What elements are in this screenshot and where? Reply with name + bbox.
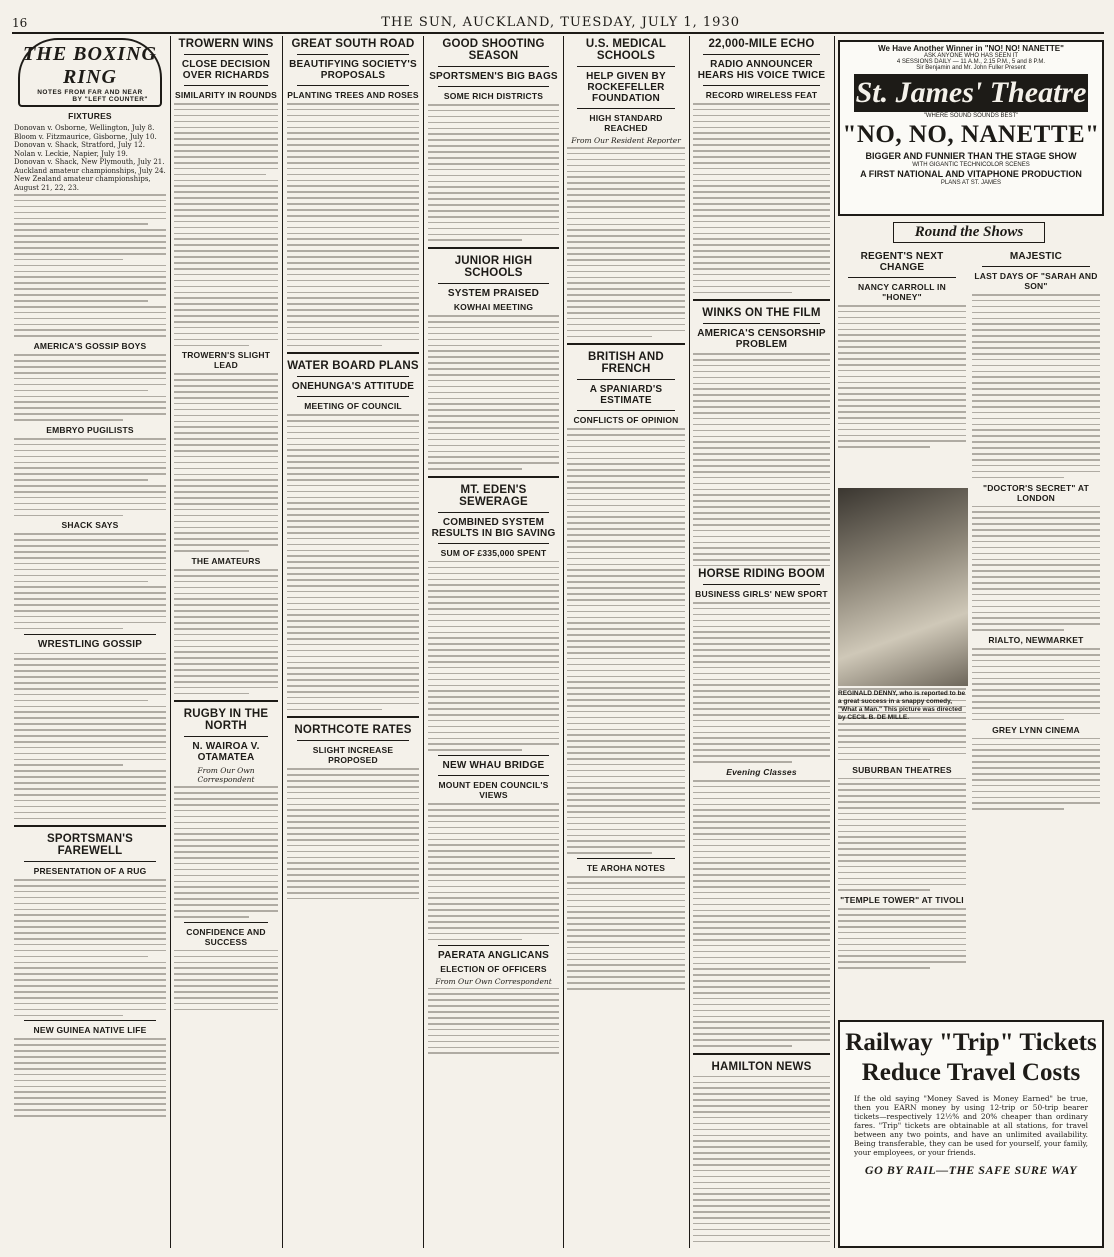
column-council: GREAT SOUTH ROAD BEAUTIFYING SOCIETY'S PROPOSALS PLANTING TREES AND ROSES WATER BOARD PLANS ONEHUNGA'S ATTITUDE MEETING OF COUNCIL NORTHCOTE RATES SLIGHT INCREASE PROPOSED <box>287 36 419 1246</box>
column-radio: 22,000-MILE ECHO RADIO ANNOUNCER HEARS HIS VOICE TWICE RECORD WIRELESS FEAT WINKS ON THE FILM AMERICA'S CENSORSHIP PROBLEM <box>693 36 830 566</box>
masthead <box>12 6 1104 34</box>
column-shows-right: MAJESTIC LAST DAYS OF "SARAH AND SON" "DOCTOR'S SECRET" AT LONDON RIALTO, NEWMARKET GREY LYNN CINEMA <box>972 248 1100 1238</box>
fixtures-list: Donovan v. Osborne, Wellington, July 8. Bloom v. Fitzmaurice, Gisborne, July 10. Donovan v. Shack, Stratford, July 12. Nolan v. Leckie, Napier, July 19. Donovan v. Shack, New Plymouth, July 21. Auckland amateur championships, July 24. New Zealand amateur championships, August 21, 22, 23. <box>14 124 166 192</box>
photo-caption: REGINALD DENNY, who is reported to be a great success in a snappy comedy, "What a Man." This picture was directed by CECIL B. DE MILLE. <box>838 690 966 721</box>
page-number: 16 <box>12 16 28 30</box>
st-james-logo: St. James' Theatre <box>854 74 1088 112</box>
column-medical: U.S. MEDICAL SCHOOLS HELP GIVEN BY ROCKEFELLER FOUNDATION HIGH STANDARD REACHED From Our Resident Reporter BRITISH AND FRENCH A SPANIARD'S ESTIMATE CONFLICTS OF OPINION TE AROHA NOTES <box>567 36 685 1246</box>
st-james-advertisement: We Have Another Winner in "NO! NO! NANETTE" ASK ANYONE WHO HAS SEEN IT 4 SESSIONS DAILY — 11 A.M., 2.15 P.M., 5 and 8 P.M. Sir Benjamin and Mr. John Fuller Present St. James' Theatre "WHERE SOUND SOUNDS BEST" "NO, NO, NANETTE" BIGGER AND FUNNIER THAN THE STAGE SHOW WITH GIGANTIC TECHNICOLOR SCENES A FIRST NATIONAL AND VITAPHONE PRODUCTION PLANS AT ST. JAMES <box>838 40 1104 216</box>
column-shooting: GOOD SHOOTING SEASON SPORTSMEN'S BIG BAGS SOME RICH DISTRICTS JUNIOR HIGH SCHOOLS SYSTEM PRAISED KOWHAI MEETING MT. EDEN'S SEWERAGE COMBINED SYSTEM RESULTS IN BIG SAVING SUM OF £335,000 SPENT NEW WHAU BRIDGE MOUNT EDEN COUNCIL'S VIEWS PAERATA ANGLICANS ELECTION OF OFFICERS From Our Own Correspondent <box>428 36 559 1246</box>
paper-title: THE SUN, AUCKLAND, TUESDAY, JULY 1, 1930 <box>381 15 740 30</box>
column-trowern: TROWERN WINS CLOSE DECISION OVER RICHARDS SIMILARITY IN ROUNDS TROWERN'S SLIGHT LEAD THE AMATEURS RUGBY IN THE NORTH N. WAIROA V. OTAMATEA From Our Own Correspondent CONFIDENCE AND SUCCESS <box>174 36 278 1246</box>
boxing-ring-heading: THE BOXING RING NOTES FROM FAR AND NEAR BY "LEFT COUNTER" <box>18 38 162 107</box>
reginald-denny-photo <box>838 488 968 686</box>
column-boxing: THE BOXING RING NOTES FROM FAR AND NEAR BY "LEFT COUNTER" FIXTURES Donovan v. Osborne, Wellington, July 8. Bloom v. Fitzmaurice, Gisborne, July 10. Donovan v. Shack, Stratford, July 12. Nolan v. Leckie, Napier, July 19. Donovan v. Shack, New Plymouth, July 21. Auckland amateur championships, July 24. New Zealand amateur championships, August 21, 22, 23. AMERICA'S GOSSIP BOYS EMBRYO PUGILISTS SHACK SAYS WRESTLING GOSSIP SPORTSMAN'S FAREWELL PRESENTATION OF A RUG NEW GUINEA NATIVE LIFE <box>14 36 166 1246</box>
column-horse: HORSE RIDING BOOM BUSINESS GIRLS' NEW SPORT Evening Classes HAMILTON NEWS <box>693 566 830 1246</box>
railway-trip-tickets-advertisement: Railway "Trip" Tickets Reduce Travel Costs If the old saying "Money Saved is Money Earned" be true, then you EARN money by using 12-trip or 50-trip bearer tickets—respectively 12½% and 20% cheaper than ordinary fares. "Trip" tickets are obtainable at all stations, for travel between any two points, and have an unlimited availability. Being transferable, they can be used for yourself, your family, your employees, or your friends. GO BY RAIL—THE SAFE SURE WAY <box>838 1020 1104 1248</box>
round-the-shows-header: Round the Shows <box>838 222 1100 243</box>
column-shows-left: REGENT'S NEXT CHANGE NANCY CARROLL IN "HONEY" SUBURBAN THEATRES "TEMPLE TOWER" AT TIVOLI <box>838 248 966 1238</box>
